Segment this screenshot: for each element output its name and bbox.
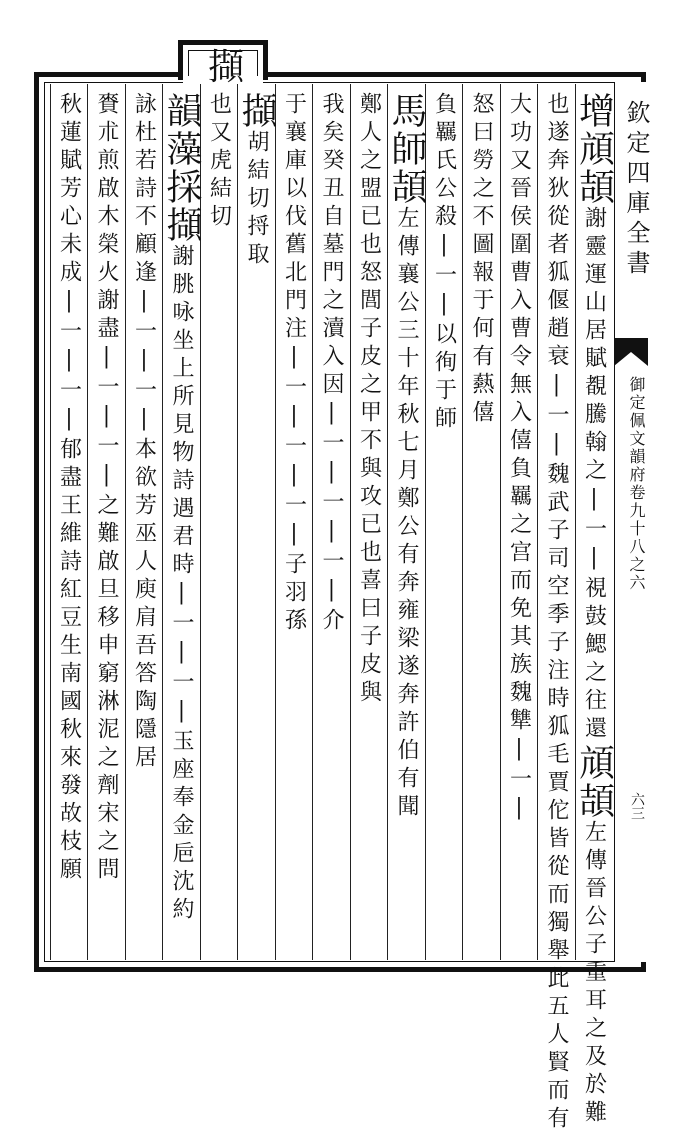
column-text: 于襄庫以伐舊北門注|一|一|一|子羽孫 xyxy=(281,92,307,636)
text-column xyxy=(277,92,311,952)
text-column xyxy=(161,92,202,952)
column-rule xyxy=(312,84,313,960)
column-text: 賚朮煎啟木榮火謝盡|一|一|之難啟旦移申窮淋泥之劑宋之問 xyxy=(94,92,119,885)
margin-book-title: 欽定四庫全書 xyxy=(622,100,650,280)
entry-heading: 增頏頡 xyxy=(573,92,615,206)
margin-volume: 御定佩文韻府卷九十八之六 xyxy=(627,376,646,592)
headword: 擷 xyxy=(207,47,244,88)
column-text: 謝靈運山居賦覩騰翰之|一|視鼓鰓之往還 xyxy=(581,206,607,744)
text-column xyxy=(386,92,427,952)
column-rule xyxy=(387,84,388,960)
column-text: 左傳晉公子重耳之及於難 xyxy=(581,820,607,1128)
column-rule xyxy=(425,84,426,960)
text-column xyxy=(573,92,615,1128)
column-text: 大功又晉侯圍曹入曹令無入僖負羈之宫而免其族魏犨|一| xyxy=(506,92,532,826)
column-text: 負羈氏公殺|一|以徇于師 xyxy=(431,92,457,434)
column-rule xyxy=(500,84,501,960)
text-column xyxy=(539,92,573,1134)
column-text: 也又虎結切 xyxy=(206,92,232,232)
text-column xyxy=(352,92,386,952)
entry-heading: 頏頡 xyxy=(573,744,615,820)
column-text: 謝朓咏坐上所見物詩遇君時|一|一|玉座奉金巵沈約 xyxy=(169,244,194,925)
column-rule xyxy=(462,84,463,960)
column-text: 胡結切捋取 xyxy=(244,130,269,270)
column-text: 詠杜若詩不顧逢|一|一|本欲芳巫人庾肩吾答陶隱居 xyxy=(131,92,157,773)
column-rule xyxy=(125,84,126,960)
column-rule xyxy=(575,84,576,960)
column-rule xyxy=(537,84,538,960)
column-rule xyxy=(50,84,51,960)
column-text: 我矣癸丑自墓門之瀆入因|一|一|一|介 xyxy=(319,92,344,636)
text-column xyxy=(502,92,536,952)
entry-heading: 擷 xyxy=(236,92,277,130)
column-rule xyxy=(350,84,351,960)
text-column xyxy=(427,92,461,952)
text-column xyxy=(314,92,348,952)
text-column xyxy=(52,92,86,952)
text-column xyxy=(127,92,161,952)
margin-page-number: 六三 xyxy=(629,792,645,820)
entry-heading: 馬師頡 xyxy=(386,92,427,206)
column-text: 左傳襄公三十年秋七月鄭公有奔雍梁遂奔許伯有聞 xyxy=(394,206,419,822)
entry-heading: 韻藻採擷 xyxy=(161,92,202,244)
column-text: 秋蓮賦芳心未成|一|一|郁盡王維詩紅豆生南國秋來發故枝願 xyxy=(56,92,82,885)
column-text: 也遂奔狄從者狐偃趙衰|一|魏武子司空季子注時狐毛賈佗皆從而獨舉此五人賢而有 xyxy=(544,92,569,1134)
column-text: 鄭人之盟已也怒閭子皮之甲不與攻已也喜曰子皮與 xyxy=(356,92,382,708)
column-rule xyxy=(237,84,238,960)
text-column xyxy=(202,92,236,952)
column-text: 怒曰勞之不圖報于何有爇僖 xyxy=(469,92,494,428)
column-rule xyxy=(87,84,88,960)
text-column xyxy=(89,92,123,952)
fishtail-mark xyxy=(614,338,648,366)
text-column xyxy=(236,92,277,952)
column-rule xyxy=(275,84,276,960)
text-column xyxy=(464,92,498,952)
